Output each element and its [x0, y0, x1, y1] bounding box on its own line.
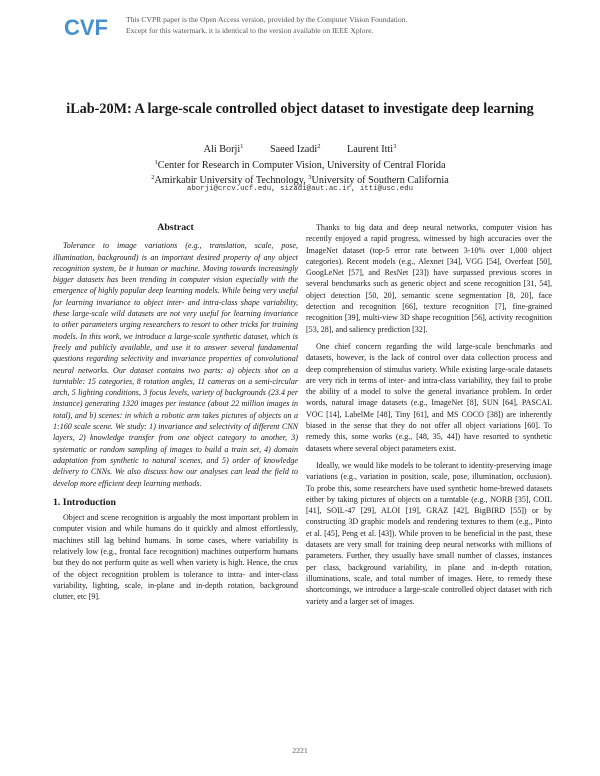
introduction-heading: 1. Introduction [53, 496, 116, 508]
abstract-heading: Abstract [157, 222, 194, 233]
author-1 [204, 141, 244, 157]
left-column [53, 222, 298, 603]
aff-mark-3: 3 [308, 174, 312, 181]
affiliation-2-text: Amirkabir University of Technology, [154, 175, 306, 186]
right-paragraph-1: Thanks to big data and deep neural networks, computer vision has recently enjoyed a rapid progress, witnessed by high accuracies over the ImageNet dataset (top-5 error rate between 3-10% over 1,000 object categories). Recent models (e.g., Alexnet [34], VGG [54], Overfeat [50], GoogLeNet [57], and ResNet [23]) have surpassed previous scores in several benchmarks such as generic object and scene recognition [31, 54], object detection [50, 20], semantic scene segmentation [8, 20], face detection and recognition [66], texture recognition [7], fine-grained recognition [39], multi-view 3D shape recognition [56], activity recognition [53, 28], and saliency prediction [32]. [306, 223, 552, 334]
page-number: 2221 [292, 746, 308, 755]
author-emails: aborji@crcv.ucf.edu, sizadi@aut.ac.ir, itti@usc.edu [186, 185, 414, 193]
abstract-text: Tolerance to image variations (e.g., translation, scale, pose, illumination, background) is an important desired property of any object recognition system, be it human or machine. Moving towards increasingly bigger datasets has been trending in computer vision especially with the emergence of highly popular deep learning models. While being very useful for learning invariance to object inter- and intra-class shape variability, these large-scale wild datasets are not very useful for learning invariance to other parameters urging researchers to resort to other tricks for training models. In this work, we introduce a large-scale synthetic dataset, which is freely and publicly available, and use it to answer several fundamental questions regarding selectivity and invariance properties of convolutional neural networks. Our dataset contains two parts: a) objects shot on a turntable: 15 categories, 8 rotation angles, 11 cameras on a semi-circular arch, 5 lighting conditions, 3 focus levels, variety of backgrounds (23.4 per instance) generating 1320 images per instance (about 22 million images in total), and b) scenes: in which a robotic arm takes pictures of objects on a 1:160 scale scene. We study: 1) invariance and selectivity of different CNN layers, 2) knowledge transfer from one object category to another, 3) systematic or random sampling of images to build a train set, 4) domain adaptation from synthetic to natural scenes, and 5) order of knowledge delivery to CNNs. We also discuss how our analyses can lead the field to develop more efficient deep learning methods. [53, 241, 298, 488]
affiliation-1-text: Center for Research in Computer Vision, University of Central Florida [157, 159, 446, 171]
cvf-logo-text: CVF [64, 15, 108, 38]
cvf-logo [64, 14, 108, 38]
affiliation-3-text: University of Southern California [311, 175, 449, 186]
author-1-aff: 1 [240, 143, 244, 150]
author-3 [347, 141, 396, 157]
open-access-watermark [126, 15, 506, 36]
author-3-aff: 3 [393, 143, 397, 150]
author-2-name: Saeed Izadi [269, 144, 318, 155]
author-2 [270, 141, 320, 157]
aff-mark-2: 2 [151, 174, 155, 181]
introduction-paragraph-1: Object and scene recognition is arguably the most important problem in computer vision and while humans do it quickly and almost effortlessly, machines still lag behind humans. In some cases, where variability is relatively low (e.g., frontal face recognition) machines outperform humans but they do not perform quite as well when variety is high. Hence, the crux of the object recognition problem is tolerance to intra- and inter-class variability, lighting, scale, in-plane and in-depth rotation, background clutter, etc [9]. [53, 513, 298, 602]
author-names [0, 141, 600, 157]
author-3-name: Laurent Itti [346, 144, 394, 155]
paper-title: iLab-20M: A large-scale controlled object dataset to investigate deep learning [66, 101, 534, 117]
right-column [306, 222, 552, 607]
author-1-name: Ali Borji [203, 144, 241, 155]
aff-mark-1: 1 [154, 158, 158, 166]
affiliation-1 [0, 157, 600, 173]
author-2-aff: 2 [317, 143, 321, 150]
right-paragraph-3: Ideally, we would like models to be tolerant to identity-preserving image variations (e.g., variation in position, scale, pose, illumination, occlusion). To probe this, some researchers have used synthetic home-brewed datasets either by taking pictures of objects on a turntable (e.g., NORB [35], COIL [41], SOIL-47 [29], ALOI [19], GRAZ [42], BigBIRD [55]) or by constructing 3D graphic models and rendering textures to them (e.g., Pinto et al. [45], Peng et al. [43]). While proven to be beneficial in the past, these datasets are very small for training deep neural networks with millions of parameters. Further, they usually have small number of classes, instances per class, background variability, in plane and in-depth rotation, illuminations, scale, and total number of images. Here, to remedy these shortcomings, we introduce a large-scale controlled object dataset with rich variety and a larger set of images. [306, 460, 552, 606]
watermark-line-2: Except for this watermark, it is identical to the version available on IEEE Xplore. [126, 25, 374, 35]
watermark-line-1: This CVPR paper is the Open Access version, provided by the Computer Vision Foundation. [126, 15, 408, 24]
author-block [0, 141, 600, 188]
right-paragraph-2: One chief concern regarding the wild large-scale benchmarks and datasets, however, is the lack of control over data collection process and deep comprehension of stimulus variety. While existing large-scale datasets are very rich in terms of inter- and intra-class variability, they fail to probe the ability of a model to solve the general invariance problem. In order words, natural image datasets (e.g., ImageNet [8], SUN [64], PASCAL VOC [14], LabelMe [48], Tiny [61], and MS COCO [38]) are inherently biased in the sense that they do not offer all object variations [60]. To remedy this, some works (e.g., [48, 35, 44]) have resorted to synthetic datasets where several object parameters exist. [306, 341, 552, 453]
